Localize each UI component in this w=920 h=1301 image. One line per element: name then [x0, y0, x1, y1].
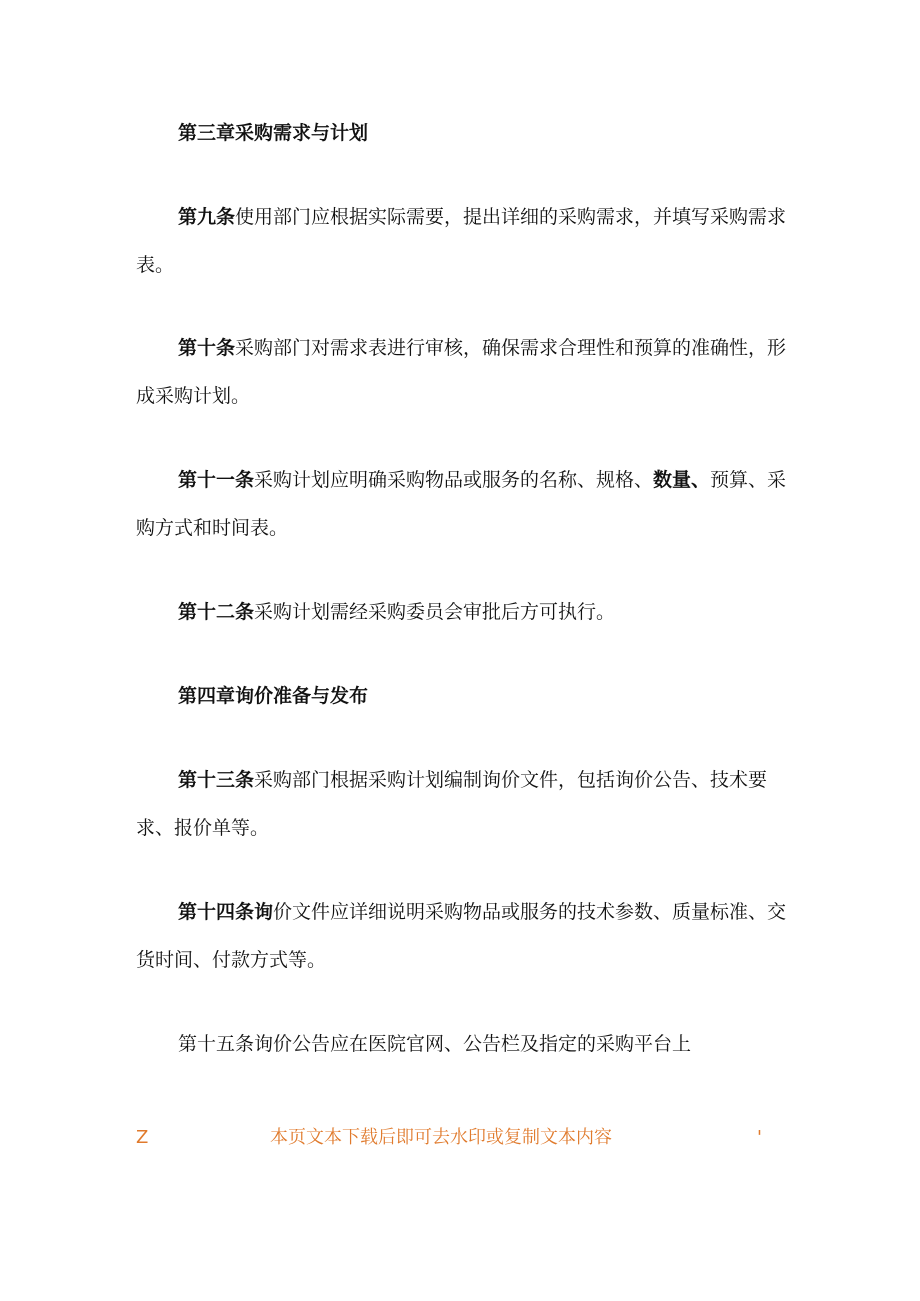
- watermark-right-mark: ': [757, 1127, 762, 1148]
- article-9-text: 使用部门应根据实际需要，提出详细的采购需求，并填写采购需求表。: [136, 206, 787, 276]
- article-12: [136, 588, 796, 636]
- article-10-label: 第十条: [178, 337, 236, 359]
- article-13-text: 采购部门根据采购计划编制询价文件，包括询价公告、技术要求、报价单等。: [136, 769, 768, 839]
- watermark-text: 本页文本下载后即可去水印或复制文本内容: [270, 1127, 612, 1148]
- article-15-text: 第十五条询价公告应在医院官网、公告栏及指定的采购平台上: [178, 1033, 692, 1055]
- article-9-label: 第九条: [178, 206, 236, 228]
- article-11-label: 第十一条: [178, 469, 255, 491]
- watermark-left-mark: Z: [136, 1127, 149, 1148]
- article-11-text-b: 预算、采购方式和时间表。: [136, 469, 787, 539]
- article-13-label: 第十三条: [178, 769, 255, 791]
- article-12-label: 第十二条: [178, 601, 255, 623]
- chapter-4-heading: 第四章询价准备与发布: [178, 685, 369, 707]
- chapter-3-heading: 第三章采购需求与计划: [178, 122, 369, 144]
- article-9: [136, 193, 796, 289]
- article-11-text-a: 采购计划应明确采购物品或服务的名称、规格、: [254, 469, 654, 491]
- article-11-bold-quantity: 数量、: [653, 469, 711, 491]
- article-14-text: 价文件应详细说明采购物品或服务的技术参数、质量标准、交货时间、付款方式等。: [136, 901, 787, 971]
- article-10: [136, 324, 796, 420]
- article-12-text: 采购计划需经采购委员会审批后方可执行。: [254, 601, 616, 623]
- article-11: [136, 456, 796, 552]
- article-14-label: 第十四条询: [178, 901, 274, 923]
- article-14: [136, 888, 796, 984]
- article-10-text: 采购部门对需求表进行审核，确保需求合理性和预算的准确性，形成采购计划。: [136, 337, 787, 407]
- article-15: [136, 1020, 796, 1068]
- article-13: [136, 756, 796, 852]
